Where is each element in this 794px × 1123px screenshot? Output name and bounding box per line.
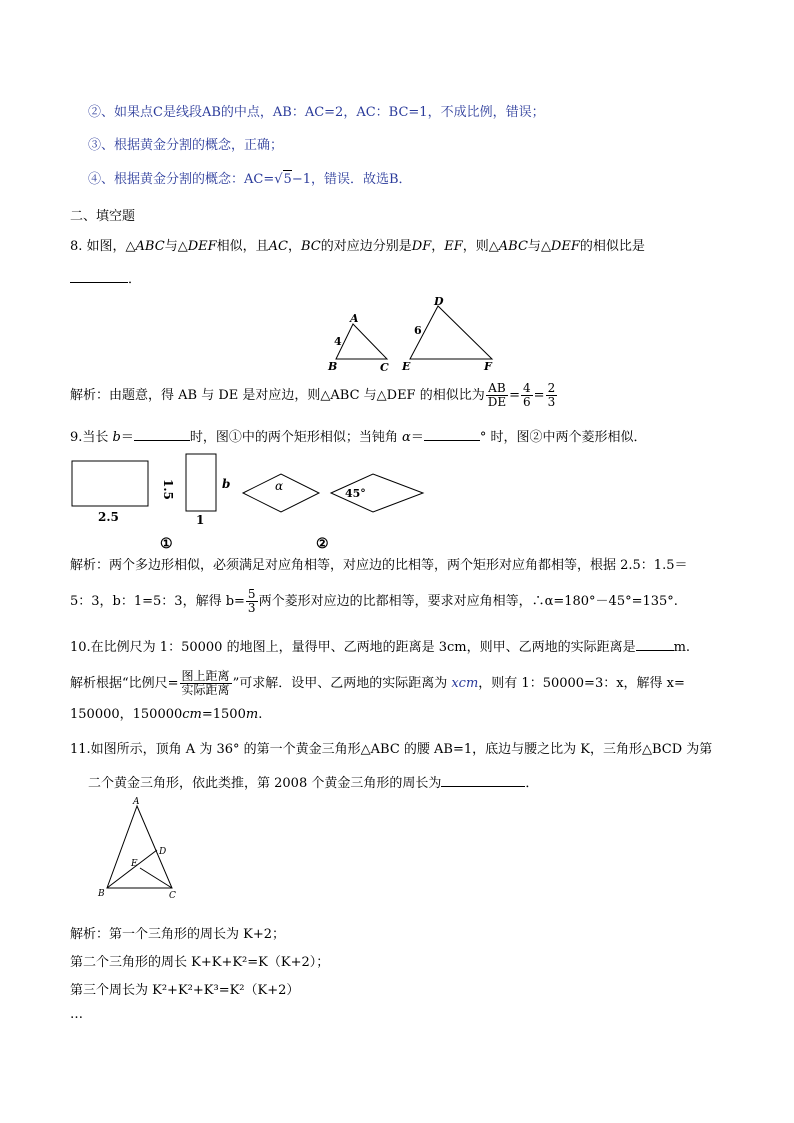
label-d: D: [159, 847, 167, 857]
frac-den: 6: [523, 395, 531, 409]
frac-num: 2: [547, 381, 556, 395]
label-2-5: 2.5: [98, 510, 119, 524]
q9-var-b: b: [112, 430, 121, 445]
q11-solution-line1: 解析：第一个三角形的周长为 K+2；: [70, 927, 286, 942]
q8-side: EF: [444, 239, 463, 254]
q11-solution-line3: 第三个周长为 K²+K²+K³=K²（K+2）: [70, 983, 300, 998]
q10-text: 10.在比例尺为 1：50000 的地图上，量得甲、乙两地的距离是 3cm，则甲、乙两地的实际距离是: [70, 640, 636, 655]
q8-solution: [70, 382, 558, 409]
frac-num: AB: [486, 382, 508, 396]
q8-solution-text: 解析：由题意，得 AB 与 DE 是对应边，则△ABC 与△DEF 的相似比为: [70, 388, 485, 403]
q11-blank[interactable]: [441, 772, 525, 787]
q8-triangle-abc: △ABC: [488, 239, 528, 254]
q8-text: ，: [288, 239, 302, 254]
label-d: D: [434, 295, 444, 308]
equals: =: [509, 388, 521, 403]
q9-figure: [68, 450, 438, 552]
q11-question-line2: [88, 772, 538, 793]
frac-den: DE: [487, 395, 507, 409]
label-len-ab: 4: [334, 335, 342, 348]
q9-text: ＝: [410, 430, 424, 445]
q11-text: 二个黄金三角形，依此类推，第 2008 个黄金三角形的周长为: [88, 776, 442, 791]
label-c: C: [169, 891, 176, 901]
item-3: ③、根据黄金分割的概念，正确；: [88, 138, 284, 153]
q8-period: ．: [128, 272, 142, 287]
item-2: ②、如果点C是线段AB的中点，AB：AC=2，AC：BC=1，不成比例，错误；: [88, 105, 545, 120]
q9-frac-5-3: [246, 588, 258, 615]
equals: =: [533, 388, 545, 403]
q8-question: [70, 238, 645, 256]
q8-text: 的相似比是: [579, 239, 645, 254]
label-b: B: [328, 360, 338, 373]
q11-question-line1: 11.如图所示，顶角 A 为 36° 的第一个黄金三角形△ABC 的腰 AB=1，底边与腰之比为 K，三角形△BCD 为第: [70, 742, 713, 757]
q9-text: 时，图①中的两个矩形相似；当钝角: [189, 430, 403, 445]
q9-solution-line2: [70, 588, 678, 615]
q8-side: AC: [268, 239, 288, 254]
label-f: F: [484, 360, 492, 373]
q8-triangle-abc: △ABC: [125, 239, 165, 254]
q10-var-xcm: xcm: [451, 676, 479, 691]
item-4: [88, 170, 412, 189]
q9-solution-text: 两个菱形对应边的比都相等，要求对应角相等，∴α=180°－45°=135°.: [258, 594, 678, 609]
sqrt-sign: √: [274, 172, 283, 187]
q8-text: ，: [431, 239, 445, 254]
label-alpha: α: [275, 479, 284, 493]
section-title: 二、填空题: [70, 209, 136, 224]
q8-frac-2-3: [546, 382, 558, 409]
q9-text: ° 时，图②中两个菱形相似．: [479, 430, 647, 445]
q9-question: [70, 426, 646, 447]
q11-period: ．: [525, 776, 539, 791]
q10-solution-text: ”可求解．设甲、乙两地的实际距离为: [232, 676, 452, 691]
frac-den: 3: [547, 395, 556, 409]
q8-text: 与: [527, 239, 541, 254]
q8-side: DF: [411, 239, 432, 254]
q8-triangle-def: △DEF: [540, 239, 580, 254]
q8-answer-blank-line: [70, 268, 141, 289]
q8-text: 相似，且: [216, 239, 269, 254]
q10-solution-text: 150000，150000: [70, 707, 183, 722]
q10-solution-text: .: [258, 707, 263, 722]
q9-solution-text: 5：3，b：1=5：3，解得 b=: [70, 594, 245, 609]
item-4-pre: ④、根据黄金分割的概念：AC=: [88, 172, 275, 187]
q10-unit-cm: cm: [182, 707, 202, 722]
label-fig-1: ①: [160, 536, 173, 552]
q8-text: 8. 如图，: [70, 239, 126, 254]
frac-den: 3: [247, 601, 256, 615]
q9-text: 9.当长: [70, 430, 113, 445]
label-b: b: [222, 477, 231, 491]
frac-num: 图上距离: [181, 669, 230, 683]
frac-den: 实际距离: [181, 683, 230, 697]
q8-side: BC: [301, 239, 321, 254]
label-a: A: [350, 312, 359, 325]
frac-num: 4: [523, 381, 531, 395]
label-len-de: 6: [414, 324, 422, 337]
q9-blank-b[interactable]: [134, 426, 190, 441]
q10-unit-m: m: [245, 707, 259, 722]
label-b: B: [98, 889, 105, 899]
triangle-def: [410, 306, 492, 359]
q9-blank-alpha[interactable]: [424, 426, 480, 441]
q10-solution-text: ，则有 1：50000=3：x，解得 x=: [478, 676, 685, 691]
label-e: E: [131, 859, 138, 869]
q9-solution-line1: 解析：两个多边形相似，必须满足对应角相等，对应边的比相等，两个矩形对应角都相等，根据 2.5：1.5＝: [70, 558, 688, 573]
q11-figure: [92, 792, 192, 904]
q10-frac-scale: [180, 670, 232, 697]
q8-frac-ab-de: [486, 382, 508, 409]
q8-frac-4-6: [521, 382, 533, 409]
triangle-abc: [336, 324, 387, 359]
item-4-minus: −1: [291, 172, 311, 187]
rect-large: [72, 461, 148, 506]
segment-bd: [107, 850, 157, 888]
q8-triangle-def: △DEF: [177, 239, 217, 254]
label-1: 1: [196, 513, 205, 527]
label-c: C: [380, 361, 389, 374]
q10-question: [70, 636, 690, 657]
sqrt-value: 5: [283, 172, 292, 187]
label-45: 45°: [345, 487, 366, 500]
q10-unit: m.: [673, 640, 691, 655]
q9-text: ＝: [120, 430, 134, 445]
q10-solution-line1: [70, 670, 685, 697]
frac-num: 5: [247, 587, 256, 601]
item-4-post: ，错误．故选B．: [310, 172, 412, 187]
label-fig-2: ②: [316, 536, 329, 552]
q8-figure: [320, 292, 520, 374]
q8-text: ，则: [462, 239, 489, 254]
q11-solution-line4: …: [70, 1007, 83, 1022]
label-1-5: 1.5: [161, 479, 175, 500]
q10-solution-text: =1500: [201, 707, 246, 722]
q8-answer-blank[interactable]: [70, 268, 128, 283]
q10-solution-line2: [70, 706, 262, 724]
label-a: A: [133, 797, 140, 807]
q8-text: 的对应边分别是: [320, 239, 412, 254]
q10-blank[interactable]: [636, 636, 674, 651]
rect-small: [186, 454, 216, 511]
label-e: E: [402, 360, 411, 373]
q10-solution-text: 解析根据“比例尺=: [70, 676, 179, 691]
q8-text: 与: [164, 239, 178, 254]
q11-solution-line2: 第二个三角形的周长 K+K+K²=K（K+2）；: [70, 955, 330, 970]
q9-var-alpha: α: [402, 430, 411, 445]
